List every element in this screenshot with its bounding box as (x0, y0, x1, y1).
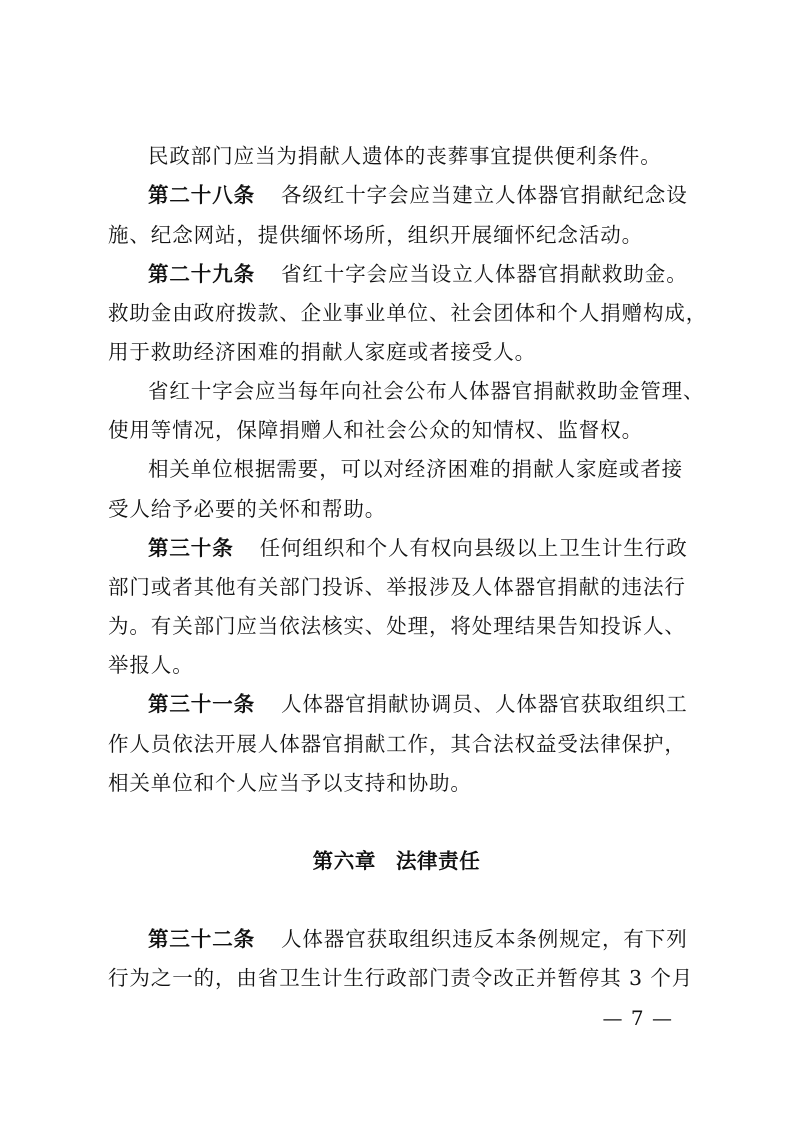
article-text: 任何组织和个人有权向县级以上卫生计生行政 (259, 536, 688, 560)
chapter-title: 法律责任 (395, 849, 481, 873)
article-text: 人体器官获取组织违反本条例规定，有下列 (281, 927, 688, 951)
article-29-line (148, 259, 748, 289)
body-text-line: 救助金由政府拨款、企业事业单位、社会团体和个人捐赠构成， (108, 301, 708, 325)
body-text-line: 省红十字会应当每年向社会公布人体器官捐献救助金管理、 (148, 379, 705, 403)
body-text-line: 施、纪念网站，提供缅怀场所，组织开展缅怀纪念活动。 (108, 223, 643, 247)
article-text: 各级红十字会应当建立人体器官捐献纪念设 (281, 183, 688, 207)
article-label: 第三十二条 (148, 927, 255, 951)
article-30-line (148, 533, 748, 563)
body-text-line: 为。有关部门应当依法核实、处理，将处理结果告知投诉人、 (108, 614, 686, 638)
article-text: 省红十字会应当设立人体器官捐献救助金。 (281, 262, 688, 286)
chapter-heading (0, 846, 793, 876)
body-text-line: 用于救助经济困难的捐献人家庭或者接受人。 (108, 340, 536, 364)
article-label: 第二十八条 (148, 183, 255, 207)
article-label: 第三十一条 (148, 692, 255, 716)
body-text-line: 部门或者其他有关部门投诉、举报涉及人体器官捐献的违法行 (108, 575, 686, 599)
article-label: 第二十九条 (148, 262, 255, 286)
body-text-line: 民政部门应当为捐献人遗体的丧葬事宜提供便利条件。 (148, 144, 662, 168)
body-text-line: 使用等情况，保障捐赠人和社会公众的知情权、监督权。 (108, 418, 643, 442)
article-31-line (148, 689, 748, 719)
body-text-line: 相关单位根据需要，可以对经济困难的捐献人家庭或者接 (148, 457, 683, 481)
article-32-line (148, 924, 748, 954)
page-number: — 7 — (602, 1006, 673, 1030)
body-text-line: 受人给予必要的关怀和帮助。 (108, 497, 387, 521)
body-text-line: 作人员依法开展人体器官捐献工作，其合法权益受法律保护， (108, 732, 686, 756)
article-28-line (148, 180, 748, 210)
body-text-line: 相关单位和个人应当予以支持和协助。 (108, 771, 472, 795)
article-label: 第三十条 (148, 536, 234, 560)
article-text: 人体器官捐献协调员、人体器官获取组织工 (281, 692, 688, 716)
chapter-number: 第六章 (312, 849, 376, 873)
body-text-line: 举报人。 (108, 653, 194, 677)
body-text-line: 行为之一的，由省卫生计生行政部门责令改正并暂停其 3 个月 (108, 966, 694, 990)
